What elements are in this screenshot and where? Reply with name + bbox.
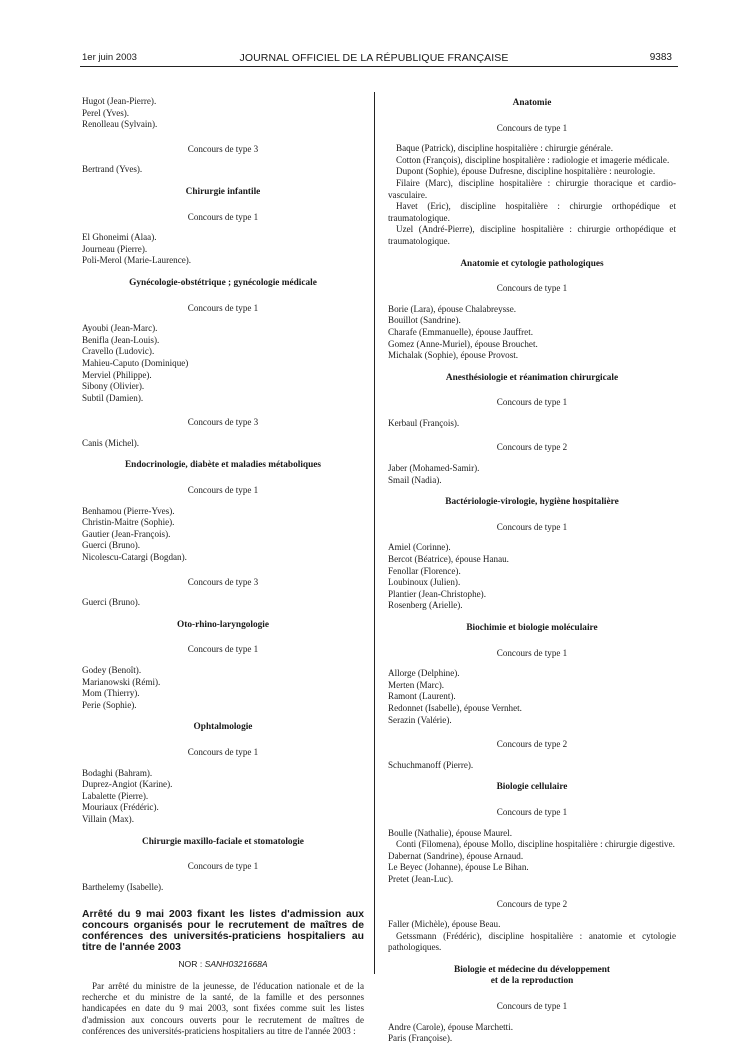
list-item: Canis (Michel). xyxy=(82,437,140,448)
list-item: Mom (Thierry). xyxy=(82,688,140,699)
list-item: Conti (Filomena), épouse Mollo, discipline hospitalière : chirurgie digestive. xyxy=(396,839,675,850)
list-item: Baque (Patrick), discipline hospitalière : chirurgie générale. xyxy=(396,143,613,154)
section-title: Anesthésiologie et réanimation chirurgicale xyxy=(445,372,619,383)
list-item: Guerci (Bruno). xyxy=(82,540,141,551)
section-title: Anatomie et cytologie pathologiques xyxy=(460,258,604,269)
list-item: Rosenberg (Arielle). xyxy=(388,600,463,611)
concours-heading: Concours de type 1 xyxy=(187,211,259,222)
list-item: Kerbaul (François). xyxy=(388,417,460,428)
list-item: Serazin (Valérie). xyxy=(388,714,452,725)
name-list xyxy=(82,96,364,131)
concours-heading: Concours de type 1 xyxy=(496,397,568,408)
list-item: Uzel (André-Pierre), discipline hospitalière : chirurgie orthopédique et traumatologique. xyxy=(388,224,676,246)
concours-heading: Concours de type 1 xyxy=(496,806,568,817)
list-item: Guerci (Bruno). xyxy=(82,597,141,608)
nor-label: NOR : xyxy=(178,959,203,970)
left-column xyxy=(82,96,364,1037)
list-item: Duprez-Angiot (Karine). xyxy=(82,779,173,790)
concours-heading: Concours de type 1 xyxy=(187,644,259,655)
concours-heading: Concours de type 2 xyxy=(496,739,568,750)
section-title: Ophtalmologie xyxy=(193,722,253,733)
arrete-title: Arrêté du 9 mai 2003 fixant les listes d'admission aux concours organisés pour le recrutement de maîtres de conférences des universités-praticiens hospitaliers au titre de l'année 2003 xyxy=(82,909,364,954)
section-title-line: Biologie et médecine du développement xyxy=(454,964,610,975)
column-divider xyxy=(374,92,375,974)
concours-heading: Concours de type 3 xyxy=(187,576,259,587)
list-item: Gautier (Jean-François). xyxy=(82,528,171,539)
list-item: Plantier (Jean-Christophe). xyxy=(388,588,486,599)
concours-heading: Concours de type 3 xyxy=(187,143,259,154)
list-item: Bouillot (Sandrine). xyxy=(388,315,461,326)
list-item: Smail (Nadia). xyxy=(388,474,442,485)
list-item: El Ghoneimi (Alaa). xyxy=(82,232,157,243)
list-item: Paris (Françoise). xyxy=(388,1033,453,1044)
list-item: Dabernat (Sandrine), épouse Arnaud. xyxy=(388,850,524,861)
list-item: Mahieu-Caputo (Dominique) xyxy=(82,357,189,368)
list-item: Havet (Eric), discipline hospitalière : chirurgie orthopédique et traumatologique. xyxy=(388,201,676,223)
section-title-line: et de la reproduction xyxy=(490,976,574,987)
section-title: Gynécologie-obstétrique ; gynécologie médicale xyxy=(129,277,317,288)
section-title: Oto-rhino-laryngologie xyxy=(177,619,269,630)
list-item: Bercot (Béatrice), épouse Hanau. xyxy=(388,554,509,565)
list-item: Cravello (Ludovic). xyxy=(82,346,155,357)
list-item: Boulle (Nathalie), épouse Maurel. xyxy=(388,827,512,838)
list-item: Redonnet (Isabelle), épouse Vernhet. xyxy=(388,702,522,713)
concours-heading: Concours de type 1 xyxy=(187,746,259,757)
nor-code: SANH0321668A xyxy=(204,959,268,970)
list-item: Subtil (Damien). xyxy=(82,392,144,403)
issue-date: 1er juin 2003 xyxy=(82,52,137,63)
list-item: Pretet (Jean-Luc). xyxy=(388,873,454,884)
section-title: Biologie cellulaire xyxy=(496,782,568,793)
list-item: Perel (Yves). xyxy=(82,107,130,118)
nor-reference xyxy=(82,959,364,971)
page-number: 9383 xyxy=(649,52,672,63)
concours-heading: Concours de type 1 xyxy=(187,302,259,313)
list-item: Gomez (Anne-Muriel), épouse Brouchet. xyxy=(388,338,538,349)
list-item: Faller (Michèle), épouse Beau. xyxy=(388,919,501,930)
concours-heading: Concours de type 1 xyxy=(187,485,259,496)
concours-heading: Concours de type 1 xyxy=(496,283,568,294)
list-item: Mouriaux (Frédéric). xyxy=(82,802,159,813)
list-item: Jaber (Mohamed-Samir). xyxy=(388,463,480,474)
list-item: Michalak (Sophie), épouse Provost. xyxy=(388,350,519,361)
list-item: Fenollar (Florence). xyxy=(388,565,461,576)
list-item: Cotton (François), discipline hospitalière : radiologie et imagerie médicale. xyxy=(396,154,670,165)
list-item: Dupont (Sophie), épouse Dufresne, discipline hospitalière : neurologie. xyxy=(396,166,656,177)
list-item: Amiel (Corinne). xyxy=(388,542,451,553)
list-item: Sibony (Olivier). xyxy=(82,381,145,392)
concours-heading: Concours de type 1 xyxy=(187,861,259,872)
list-item: Filaire (Marc), discipline hospitalière : chirurgie thoracique et cardio-vasculaire. xyxy=(388,177,676,200)
list-item: Benhamou (Pierre-Yves). xyxy=(82,505,175,516)
concours-heading: Concours de type 1 xyxy=(496,1001,568,1012)
list-item: Merten (Marc). xyxy=(388,679,445,690)
list-item: Allorge (Delphine). xyxy=(388,668,460,679)
section-title: Chirurgie maxillo-faciale et stomatologie xyxy=(142,836,304,847)
section-title xyxy=(388,965,676,988)
list-item: Perie (Sophie). xyxy=(82,699,137,710)
right-column xyxy=(388,96,676,1045)
list-item: Barthelemy (Isabelle). xyxy=(82,881,164,892)
list-item: Journeau (Pierre). xyxy=(82,243,148,254)
concours-heading: Concours de type 1 xyxy=(496,521,568,532)
list-item: Andre (Carole), épouse Marchetti. xyxy=(388,1021,513,1032)
list-item: Villain (Max). xyxy=(82,813,134,824)
list-item: Renolleau (Sylvain). xyxy=(82,119,158,130)
list-item: Poli-Merol (Marie-Laurence). xyxy=(82,255,192,266)
section-title: Endocrinologie, diabète et maladies métaboliques xyxy=(124,460,321,471)
list-item: Benifla (Jean-Louis). xyxy=(82,334,160,345)
section-title: Biochimie et biologie moléculaire xyxy=(466,623,598,633)
list-item: Charafe (Emmanuelle), épouse Jauffret. xyxy=(388,326,534,337)
list-item: Le Beyec (Johanne), épouse Le Bihan. xyxy=(388,862,529,873)
section-title: Bactériologie-virologie, hygiène hospitalière xyxy=(445,497,619,508)
header-rule xyxy=(80,66,678,67)
list-item: Hugot (Jean-Pierre). xyxy=(82,96,157,106)
section-title: Chirurgie infantile xyxy=(185,186,261,197)
list-item: Marianowski (Rémi). xyxy=(82,676,161,687)
concours-heading: Concours de type 2 xyxy=(496,442,568,453)
list-item: Getssmann (Frédéric), discipline hospitalière : anatomie et cytologie pathologiques. xyxy=(388,930,676,953)
concours-heading: Concours de type 1 xyxy=(496,122,568,133)
list-item: Ramont (Laurent). xyxy=(388,691,456,702)
list-item: Borie (Lara), épouse Chalabreysse. xyxy=(388,303,517,314)
list-item: Ayoubi (Jean-Marc). xyxy=(82,323,158,334)
list-item: Labalette (Pierre). xyxy=(82,790,149,801)
concours-heading: Concours de type 3 xyxy=(187,417,259,428)
list-item: Bodaghi (Bahram). xyxy=(82,767,153,778)
list-item: Godey (Benoît). xyxy=(82,665,142,675)
concours-heading: Concours de type 1 xyxy=(496,647,568,658)
journal-title: JOURNAL OFFICIEL DE LA RÉPUBLIQUE FRANÇAISE xyxy=(239,52,509,64)
concours-heading: Concours de type 2 xyxy=(496,898,568,909)
list-item: Loubinoux (Julien). xyxy=(388,577,461,588)
section-title: Anatomie xyxy=(512,98,552,108)
list-item: Christin-Maitre (Sophie). xyxy=(82,517,175,528)
list-item: Nicolescu-Catargi (Bogdan). xyxy=(82,552,187,563)
list-item: Bertrand (Yves). xyxy=(82,164,143,175)
list-item: Merviel (Philippe). xyxy=(82,369,152,380)
decree-paragraph: Par arrêté du ministre de la jeunesse, de l'éducation nationale et de la recherche et du ministre de la santé, de la famille et des personnes handicapées en date du 9 mai 2003, sont fixées comme suit les listes d'admission aux concours ouverts pour le recrutement de maîtres de conférences des universités-praticiens hospitaliers au titre de l'année 2003 : xyxy=(82,980,364,1036)
list-item: Schuchmanoff (Pierre). xyxy=(388,759,474,770)
